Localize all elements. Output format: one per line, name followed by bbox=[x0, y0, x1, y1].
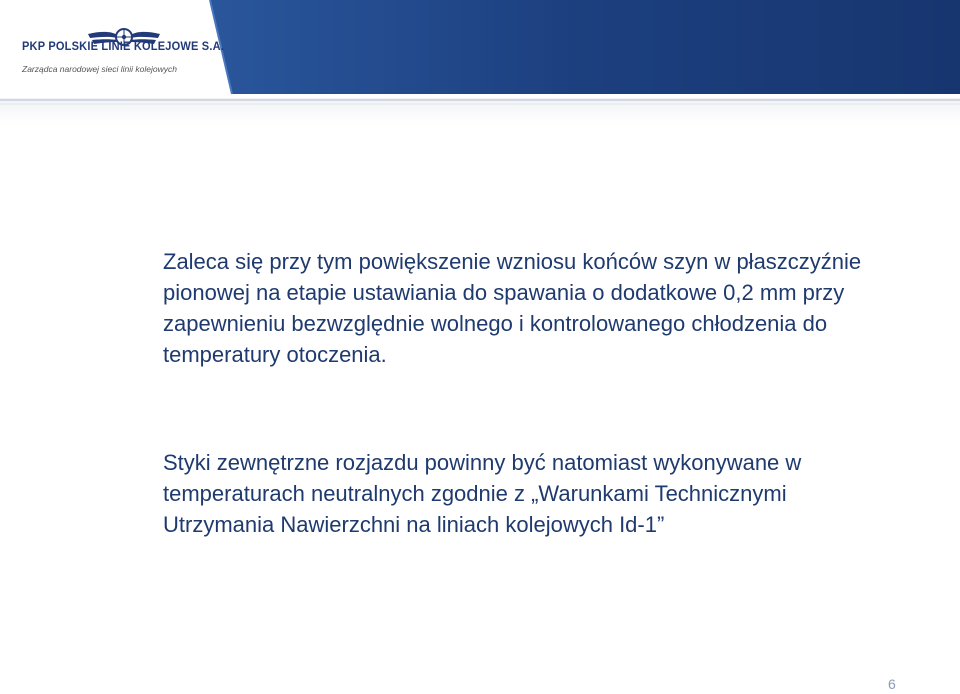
company-tagline: Zarządca narodowej sieci linii kolejowych bbox=[22, 64, 177, 74]
company-logo bbox=[18, 22, 225, 82]
page-number: 6 bbox=[888, 676, 896, 692]
paragraph-external-joints: Styki zewnętrzne rozjazdu powinny być natomiast wykonywane w temperaturach neutralnych zgodnie z „Warunkami Technicznymi Utrzymania Nawierzchni na liniach kolejowych Id-1” bbox=[163, 450, 802, 537]
slide-header bbox=[0, 0, 960, 125]
company-name: PKP POLSKIE LINIE KOLEJOWE S.A. bbox=[22, 41, 225, 53]
paragraph-welding-recommendation: Zaleca się przy tym powiększenie wzniosu końców szyn w płaszczyźnie pionowej na etapie ustawiania do spawania o dodatkowe 0,2 mm przy zapewnieniu bezwzględnie wolnego i kontrolowanego chłodzenia do temperatury otoczenia. bbox=[163, 249, 862, 367]
slide-body bbox=[163, 246, 903, 540]
